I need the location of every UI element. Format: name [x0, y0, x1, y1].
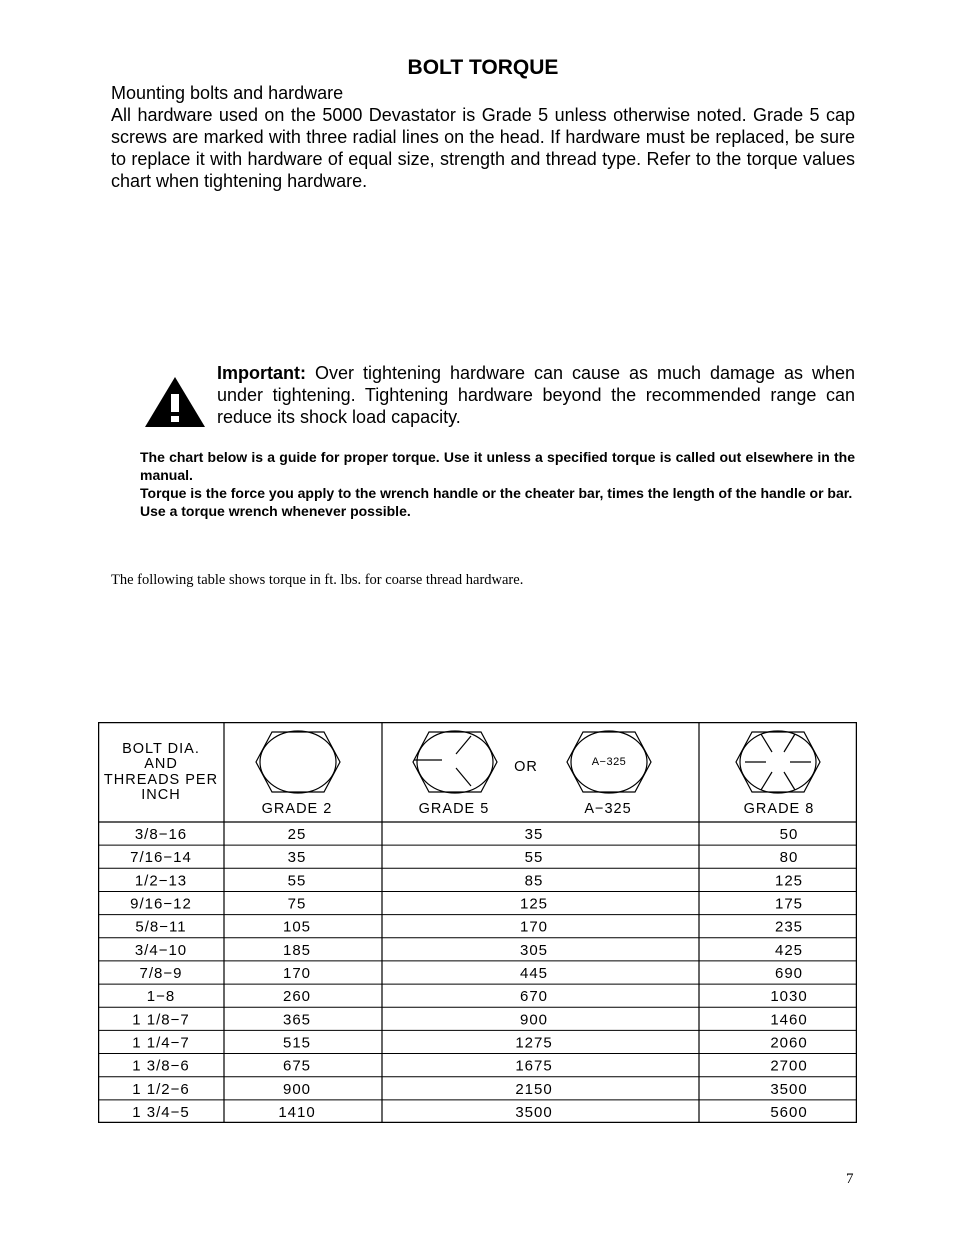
cell-grade-2: 35 — [287, 849, 307, 867]
table-row — [98, 1054, 857, 1075]
cell-grade-5: 900 — [519, 1011, 549, 1029]
cell-bolt-size: 3/8−16 — [134, 826, 188, 844]
cell-grade-5: 35 — [524, 826, 544, 844]
table-row — [98, 868, 857, 889]
important-text: Over tightening hardware can cause as much damage as when under tightening. Tightening hardware beyond the recommended range can reduce its shock load capacity. — [217, 363, 855, 427]
header-grade-2: GRADE 2 — [261, 801, 333, 817]
table-row — [98, 938, 857, 959]
cell-bolt-size: 7/16−14 — [130, 849, 192, 867]
cell-grade-5: 125 — [519, 895, 549, 913]
guide-line-2: Torque is the force you apply to the wrench handle or the cheater bar, times the length of the handle or bar. — [140, 485, 853, 501]
table-note: The following table shows torque in ft. lbs. for coarse thread hardware. — [111, 572, 524, 588]
cell-grade-8: 175 — [774, 895, 804, 913]
cell-bolt-size: 3/4−10 — [134, 941, 188, 959]
cell-bolt-size: 1 1/2−6 — [132, 1080, 190, 1098]
header-grade-5: GRADE 5 — [418, 801, 490, 817]
page-title: BOLT TORQUE — [407, 56, 559, 79]
grade-8-bolt-head-icon — [736, 731, 820, 793]
cell-grade-5: 445 — [519, 965, 549, 982]
cell-grade-5: 1275 — [515, 1034, 553, 1052]
cell-grade-5: 2150 — [515, 1080, 553, 1098]
table-row — [98, 961, 857, 982]
warning-triangle-icon — [144, 376, 206, 428]
table-row — [98, 1100, 857, 1121]
table-row — [98, 1007, 857, 1028]
important-label: Important: — [217, 363, 306, 383]
cell-grade-2: 75 — [287, 895, 307, 913]
cell-grade-8: 3500 — [770, 1080, 808, 1098]
table-row — [98, 1030, 857, 1051]
cell-bolt-size: 1 3/4−5 — [132, 1103, 190, 1121]
cell-bolt-size: 9/16−12 — [130, 895, 192, 913]
cell-grade-2: 170 — [282, 965, 312, 982]
cell-bolt-size: 1 1/4−7 — [132, 1034, 190, 1052]
torque-guide — [140, 448, 855, 520]
cell-bolt-size: 1/2−13 — [134, 872, 188, 890]
header-a325: A−325 — [584, 801, 632, 817]
header-bolt-line-4: INCH — [141, 787, 181, 803]
cell-grade-2: 25 — [287, 826, 307, 844]
header-bolt-line-1: BOLT DIA. — [122, 741, 200, 757]
header-or: OR — [514, 759, 538, 775]
a325-head-marking: A−325 — [591, 756, 627, 768]
cell-grade-2: 515 — [282, 1034, 312, 1052]
cell-grade-5: 170 — [519, 918, 549, 936]
table-row — [98, 891, 857, 912]
cell-grade-8: 50 — [779, 826, 799, 844]
cell-bolt-size: 1 3/8−6 — [132, 1057, 190, 1075]
cell-grade-8: 2700 — [770, 1057, 808, 1075]
cell-grade-2: 105 — [282, 918, 312, 936]
cell-grade-5: 85 — [524, 872, 544, 890]
guide-line-1: The chart below is a guide for proper torque. Use it unless a specified torque is called out elsewhere in the manual. — [140, 449, 855, 483]
table-row — [98, 1077, 857, 1098]
grade-2-bolt-head-icon — [256, 731, 340, 793]
cell-grade-5: 3500 — [515, 1103, 553, 1121]
cell-grade-8: 235 — [774, 918, 804, 936]
cell-bolt-size: 5/8−11 — [135, 918, 187, 936]
cell-grade-8: 1030 — [770, 988, 808, 1006]
cell-grade-5: 55 — [524, 849, 544, 867]
cell-grade-2: 55 — [287, 872, 307, 890]
cell-bolt-size: 7/8−9 — [139, 965, 183, 982]
cell-grade-2: 260 — [282, 988, 312, 1006]
page-number: 7 — [846, 1171, 854, 1187]
header-bolt-line-2: AND — [144, 756, 178, 772]
important-notice — [217, 362, 855, 428]
intro-section — [111, 82, 855, 192]
cell-grade-5: 670 — [519, 988, 549, 1006]
torque-table — [98, 722, 857, 1123]
header-bolt-line-3: THREADS PER — [103, 772, 219, 788]
cell-grade-8: 125 — [774, 872, 804, 890]
guide-line-3: Use a torque wrench whenever possible. — [140, 503, 411, 519]
cell-grade-8: 1460 — [770, 1011, 808, 1029]
cell-grade-2: 185 — [282, 941, 312, 959]
table-body — [98, 826, 857, 1121]
intro-subheading: Mounting bolts and hardware — [111, 83, 344, 103]
cell-grade-8: 2060 — [770, 1034, 808, 1052]
table-row — [98, 845, 857, 866]
table-row — [98, 915, 857, 936]
cell-grade-8: 80 — [779, 849, 799, 867]
table-row — [98, 984, 857, 1005]
grade-5-bolt-head-icon — [413, 731, 497, 793]
cell-grade-5: 305 — [519, 941, 549, 959]
header-grade-8: GRADE 8 — [743, 801, 815, 817]
cell-grade-2: 900 — [282, 1080, 312, 1098]
cell-bolt-size: 1 1/8−7 — [132, 1011, 190, 1029]
intro-body: All hardware used on the 5000 Devastator is Grade 5 unless otherwise noted. Grade 5 cap screws are marked with three radial lines on the head. If hardware must be replaced, be sure to replace it with hardware of equal size, strength and thread type. Refer to the torque values chart when tightening hardware. — [111, 105, 855, 191]
cell-grade-8: 425 — [774, 941, 804, 959]
cell-bolt-size: 1−8 — [146, 988, 176, 1006]
cell-grade-2: 675 — [282, 1057, 312, 1075]
cell-grade-8: 690 — [774, 965, 804, 982]
cell-grade-2: 1410 — [278, 1103, 316, 1121]
cell-grade-2: 365 — [282, 1011, 312, 1029]
cell-grade-8: 5600 — [770, 1103, 808, 1121]
cell-grade-5: 1675 — [515, 1057, 553, 1075]
